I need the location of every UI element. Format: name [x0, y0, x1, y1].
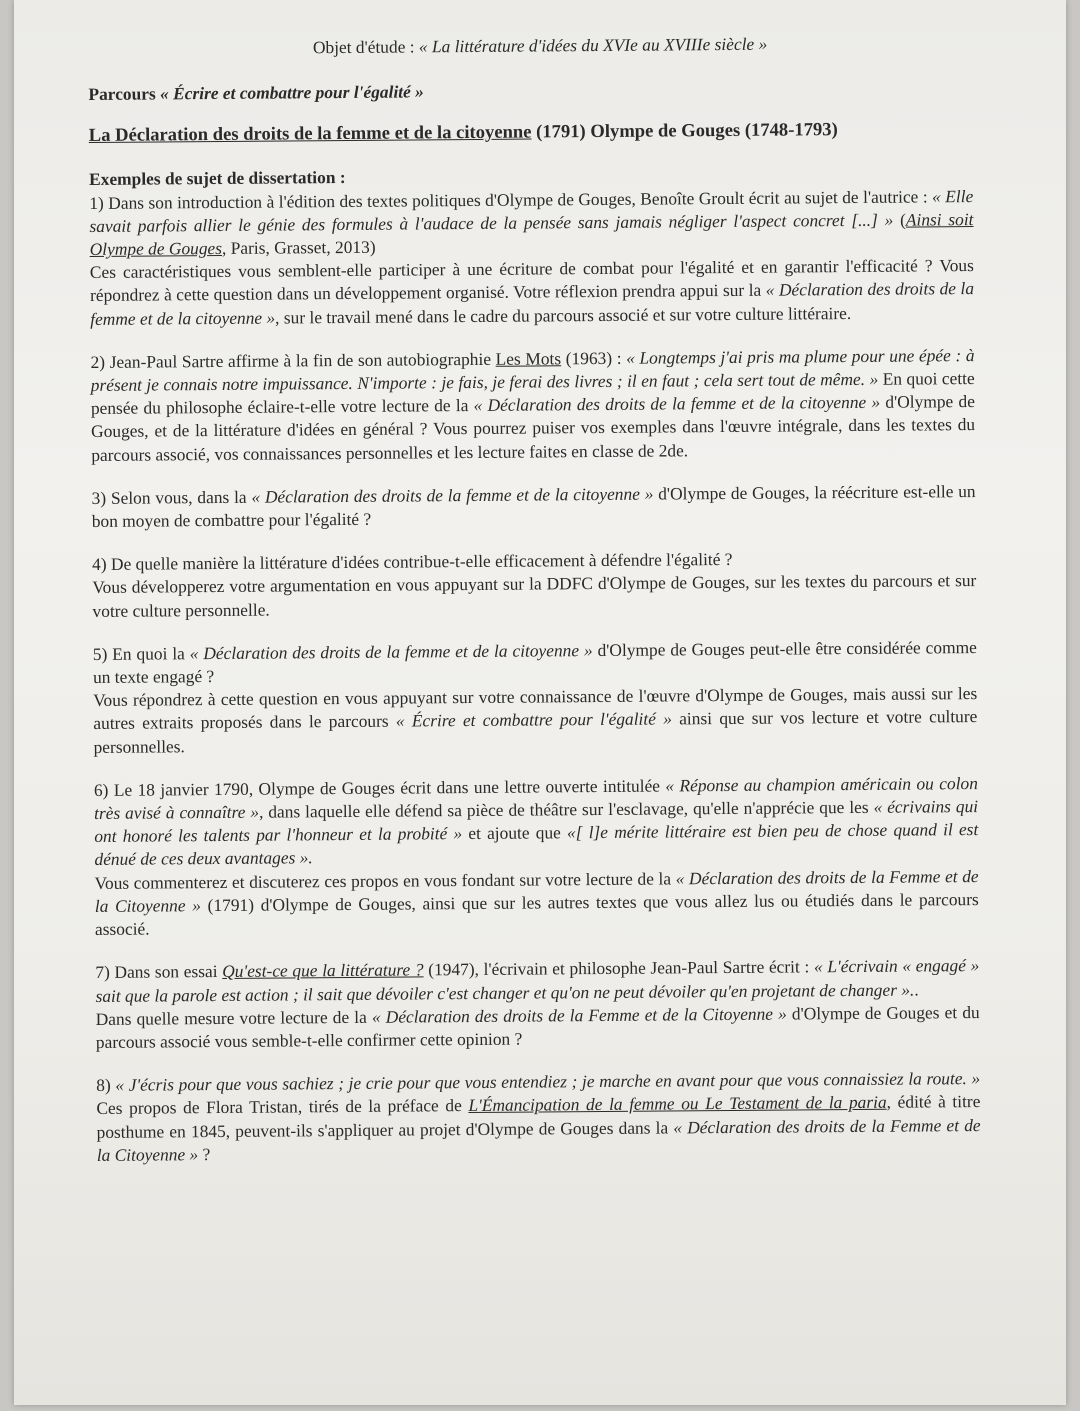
work-author-dates: (1791) Olympe de Gouges (1748-1793): [531, 119, 838, 143]
quote: « Écrire et combattre pour l'égalité »: [395, 708, 672, 732]
quote: « Longtemps j'ai pris ma plume pour une épée : à présent je connais notre impuissance. N'importe : je fais, je ferai des livres ; il en faut ; cela sert tout de même. »: [90, 344, 975, 396]
quote: « Elle savait parfois allier le génie des formules à l'audace de la pensée sans jamais négliger l'aspect concret [...] »: [89, 185, 974, 236]
parcours-label: Parcours: [88, 83, 161, 105]
text: ?: [198, 1143, 211, 1164]
book-title: L'Émancipation de la femme ou Le Testament de la paria: [468, 1092, 887, 1116]
subject-1-prompt: [89, 185, 974, 262]
text: , sur le travail mené dans le cadre du parcours associé et sur votre culture littéraire.: [275, 302, 852, 328]
text: (1791) d'Olympe de Gouges, ainsi que sur les autres textes que vous allez lus ou étudiés dans le parcours associé.: [94, 888, 979, 940]
text: Vous répondrez à cette question en vous appuyant sur votre connaissance de l'œuvre d'Olympe de Gouges, mais aussi sur les autres extraits proposés dans le parcours: [93, 683, 978, 734]
subject-4: [92, 546, 977, 623]
quote: « Déclaration des droits de la femme et de la citoyenne »: [189, 639, 593, 664]
work-title: La Déclaration des droits de la femme et de la citoyenne: [88, 121, 532, 147]
text: d'Olympe de Gouges, et de la littérature d'idées en général ? Vous pourrez puiser vos exemples dans l'œuvre intégrale, dans les textes du parcours associé, vos connaissances personnelles et les lecture faites en classe de 2de.: [91, 391, 976, 465]
quote: « Réponse au champion américain ou colon très avisé à connaître »: [94, 772, 978, 824]
text: , dans laquelle elle défend sa pièce de théâtre sur l'esclavage, qu'elle n'apprécie que les: [258, 796, 874, 822]
subject-2-prompt: [90, 344, 975, 467]
subject-5-question: [93, 636, 977, 689]
subject-4-instruction: Vous développerez votre argumentation en vous appuyant sur la DDFC d'Olympe de Gouges, sur les textes du parcours et sur votre culture personnelle.: [92, 570, 977, 621]
text: 7) Dans son essai: [95, 961, 223, 983]
text: ainsi que sur vos lecture et votre culture personnelles.: [93, 706, 978, 757]
objet-value: « La littérature d'idées du XVIe au XVIIIe siècle »: [418, 33, 768, 57]
quote: « Déclaration des droits de la femme et de la citoyenne »: [90, 278, 975, 329]
subject-6-instruction: [95, 865, 980, 942]
subject-3: [92, 480, 976, 533]
quote: « J'écris pour que vous sachiez ; je crie pour que vous entendiez ; je marche en avant pour que vous connaissiez la route. »: [115, 1068, 981, 1095]
text: et ajoute que: [462, 822, 568, 844]
objet-label: Objet d'étude :: [312, 36, 419, 58]
subject-8-prompt: [96, 1067, 981, 1167]
subject-1: [89, 161, 974, 330]
parcours-heading: [88, 76, 972, 106]
text: .: [914, 979, 919, 1000]
subject-6-prompt: [94, 772, 979, 872]
text: 2) Jean-Paul Sartre affirme à la fin de son autobiographie: [90, 348, 496, 372]
quote: «[ l]e mérite littéraire est bien peu de chose quand il est dénué de ces deux avantages ».: [94, 819, 979, 870]
book-title: Ainsi soit Olympe de Gouges: [89, 208, 974, 260]
subject-5-instruction: [93, 682, 978, 759]
quote: « Déclaration des droits de la Femme et de la Citoyenne »: [371, 1003, 787, 1027]
text: d'Olympe de Gouges, la réécriture est-elle un bon moyen de combattre pour l'égalité ?: [91, 480, 976, 532]
text: (: [893, 209, 906, 230]
subject-3-prompt: [92, 480, 976, 533]
section-heading: Exemples de sujet de dissertation :: [89, 167, 346, 190]
objet-etude: [88, 31, 972, 61]
text: 3) Selon vous, dans la: [91, 486, 252, 508]
quote: « Déclaration des droits de la femme et de la citoyenne »: [473, 392, 881, 416]
text: 5) En quoi la: [92, 643, 190, 664]
subject-8: [96, 1067, 981, 1167]
text: 6) Le 18 janvier 1790, Olympe de Gouges écrit dans une lettre ouverte intitulée: [93, 775, 666, 800]
paper-sheet: [14, 0, 1066, 1405]
text: Ces caractéristiques vous semblent-elle participer à une écriture de combat pour l'égalité et en garantir l'efficacité ? Vous répondrez à cette question dans un développement organisé. Votre réflexion prendra appui sur la: [89, 255, 974, 306]
subject-5: [93, 636, 978, 759]
text: (1963) :: [561, 347, 627, 369]
text: Ces propos de Flora Tristan, tirés de la préface de: [96, 1095, 469, 1119]
quote: « Déclaration des droits de la Femme et de la Citoyenne »: [94, 865, 979, 916]
subject-1-instruction: [90, 254, 975, 331]
subject-6: [94, 772, 979, 941]
quote: « écrivains qui ont honoré les talents par l'honneur et la probité »: [94, 796, 979, 847]
book-title: Les Mots: [495, 348, 562, 369]
subject-7-instruction: [96, 1001, 980, 1054]
quote: « L'écrivain « engagé » sait que la parole est action ; il sait que dévoiler c'est changer et qu'on ne peut dévoiler qu'en projetant de changer ».: [95, 955, 980, 1006]
subject-2: [90, 344, 975, 467]
text: , Paris, Grasset, 2013): [221, 236, 376, 258]
document-title: [89, 117, 973, 148]
text: En quoi cette pensée du philosophe éclaire-t-elle votre lecture de la: [90, 368, 975, 419]
subject-7-prompt: [95, 954, 979, 1007]
document-content: [88, 31, 981, 1187]
book-title: Qu'est-ce que la littérature ?: [222, 959, 424, 982]
text: 1) Dans son introduction à l'édition des textes politiques d'Olympe de Gouges, Benoîte Groult écrit au sujet de l'autrice :: [89, 185, 933, 213]
quote: « Déclaration des droits de la Femme et de la Citoyenne »: [96, 1114, 981, 1165]
quote: « Déclaration des droits de la femme et de la citoyenne »: [251, 483, 654, 507]
text: d'Olympe de Gouges peut-elle être considérée comme un texte engagé ?: [92, 636, 977, 688]
text: , édité à titre posthume en 1845, peuvent-ils s'appliquer au projet d'Olympe de Gouges dans la: [96, 1091, 981, 1142]
text: Dans quelle mesure votre lecture de la: [95, 1006, 372, 1029]
text: Vous commenterez et discuterez ces propos en vous fondant sur votre lecture de la: [94, 868, 676, 893]
text: 8): [96, 1074, 116, 1096]
subject-7: [95, 954, 980, 1054]
subject-4-question: 4) De quelle manière la littérature d'idées contribue-t-elle efficacement à défendre l'égalité ?: [92, 549, 733, 575]
parcours-value: « Écrire et combattre pour l'égalité »: [160, 81, 424, 104]
text: (1947), l'écrivain et philosophe Jean-Paul Sartre écrit :: [423, 956, 815, 980]
text: d'Olympe de Gouges et du parcours associé vous semble-t-elle confirmer cette opinion ?: [95, 1001, 980, 1052]
